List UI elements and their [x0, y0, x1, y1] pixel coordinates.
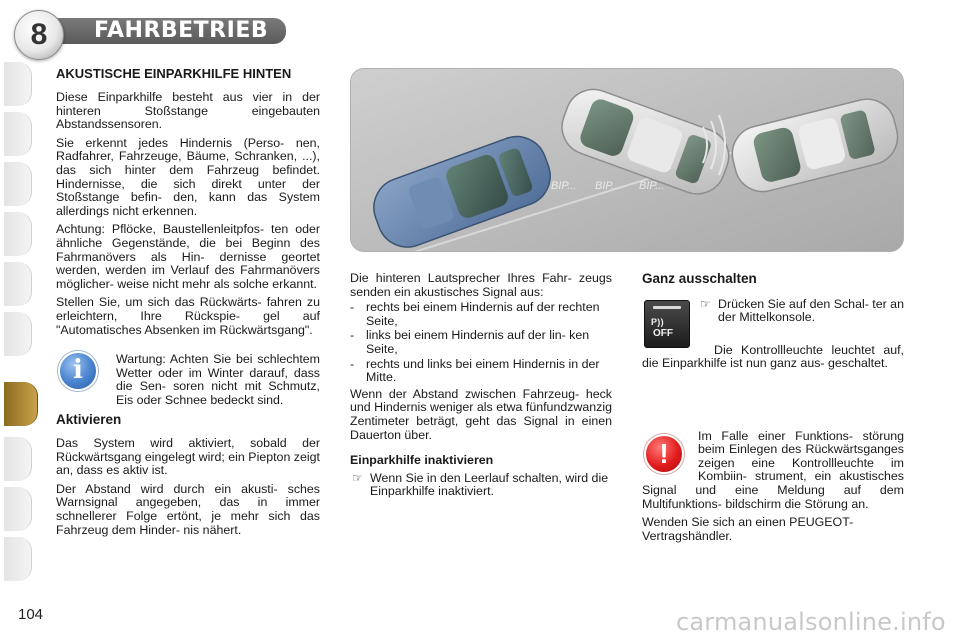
left-column [56, 67, 320, 542]
list-item-text: links bei einem Hindernis auf der lin- ken Seite, [366, 328, 590, 356]
parking-sensor-switch-icon [644, 300, 690, 348]
indicator-text: Die Kontrollleuchte leuchtet auf, die Einparkhilfe ist nun ganz aus- geschaltet. [642, 342, 904, 371]
warning-icon: ! [644, 434, 684, 474]
right-column [642, 272, 904, 548]
chapter-tab-2[interactable] [4, 112, 32, 156]
malfunction-note [642, 430, 904, 512]
speaker-intro: Die hinteren Lautsprecher Ihres Fahr- zeugs senden ein akustisches Signal aus: [350, 271, 612, 299]
parking-scene [351, 69, 904, 252]
chapter-number-badge: 8 [14, 10, 64, 60]
chapter-tab-3[interactable] [4, 162, 32, 206]
dash-bullet: - [350, 328, 355, 343]
chapter-tab-9[interactable] [4, 437, 32, 481]
paragraph: Das System wird aktiviert, sobald der Rückwärtsgang eingelegt wird; ein Piepton zeigt an, dass es aktiv ist. [56, 436, 320, 478]
switch-instruction [642, 296, 904, 376]
page-title: FAHRBETRIEB [94, 18, 269, 43]
chapter-tab-6[interactable] [4, 312, 32, 356]
section-heading: AKUSTISCHE EINPARKHILFE HINTEN [56, 66, 292, 81]
chapter-tab-4[interactable] [4, 212, 32, 256]
malfunction-text: Im Falle einer Funktions- störung beim Einlegen des Rückwärtsganges zeigen eine Kontrollleuchte im Kombiin- strument, ein akustisches Signal und eine Meldung auf dem Multifunktions- bildschirm die Störung an. [642, 428, 904, 511]
beep-label: BIP... [551, 180, 577, 192]
dash-bullet: - [350, 300, 355, 315]
list-item-text: rechts und links bei einem Hindernis in der Mitte. [366, 356, 600, 385]
info-icon: i [58, 351, 98, 391]
switch-off-heading: Ganz ausschalten [642, 271, 757, 286]
paragraph: Der Abstand wird durch ein akusti- sches Warnsignal angegeben, das in immer schnellerer Folge ertönt, je mehr sich das Fahrzeug dem Hinder- nis nähert. [56, 481, 320, 537]
chapter-tab-11[interactable] [4, 537, 32, 581]
deactivate-text: Wenn Sie in den Leerlauf schalten, wird die Einparkhilfe inaktiviert. [370, 470, 609, 499]
watermark: carmanualsonline.info [676, 608, 946, 636]
chapter-tab-10[interactable] [4, 487, 32, 531]
maintenance-note [56, 343, 320, 407]
switch-press-instruction [698, 298, 904, 325]
chapter-tab-5[interactable] [4, 262, 32, 306]
beep-label: BIP... [595, 180, 621, 192]
switch-indicator-bar [653, 306, 681, 309]
maintenance-text: Wartung: Achten Sie bei schlechtem Wetter oder im Winter darauf, dass die Sen- soren nicht mit Schmutz, Eis oder Schnee bedeckt sind. [116, 352, 320, 407]
paragraph: Achtung: Pflöcke, Baustellenleitpfos- ten oder ähnliche Gegenstände, die bei Beginn des Fahrmanövers als Hin- dernisse geortet werden, werden im Verlauf des Fahrmanövers möglicher- weise nicht mehr als solche erkannt. [56, 222, 320, 291]
list-item-text: rechts bei einem Hindernis auf der rechten Seite, [366, 300, 600, 328]
activate-heading: Aktivieren [56, 412, 122, 428]
paragraph: Sie erkennt jedes Hindernis (Perso- nen, Radfahrer, Fahrzeuge, Bäume, Schranken, ...), das sich hinter dem Fahrzeug befindet. Hindernisse, die sich direkt unter der Stoßstange befin- den, kann das System allerdings nicht erkennen. [56, 135, 320, 218]
switch-label-pw: P)) [651, 316, 664, 327]
distance-text: Wenn der Abstand zwischen Fahrzeug- heck und Hindernis weniger als etwa fünfundzwanzig Zentimeter beträgt, geht das Signal in einen Dauerton über. [350, 386, 612, 442]
list-item [350, 358, 612, 385]
page-number: 104 [18, 606, 44, 623]
beep-label: BIP... [639, 180, 665, 192]
chapter-tab-1[interactable] [4, 62, 32, 106]
switch-label-off: OFF [653, 327, 673, 339]
list-item [350, 329, 612, 356]
deactivate-heading: Einparkhilfe inaktivieren [350, 453, 494, 468]
pointing-hand-icon: ☞ [352, 470, 363, 485]
list-item [350, 301, 612, 328]
dealer-text: Wenden Sie sich an einen PEUGEOT- Vertragshändler. [642, 515, 854, 543]
switch-press-text: Drücken Sie auf den Schal- ter an der Mittelkonsole. [718, 296, 904, 325]
paragraph: Stellen Sie, um sich das Rückwärts- fahren zu erleichtern, Ihre Rückspie- gel auf "Automatisches Absenken im Rückwärtsgang". [56, 295, 320, 337]
middle-column [350, 272, 612, 499]
dash-bullet: - [350, 356, 355, 371]
paragraph: Diese Einparkhilfe besteht aus vier in der hinteren Stoßstange eingebauten Abstandssensoren. [56, 90, 320, 132]
deactivate-instruction [350, 472, 612, 499]
parking-illustration [350, 68, 904, 252]
pointing-hand-icon: ☞ [700, 296, 711, 311]
chapter-tab-8-active[interactable] [4, 382, 38, 426]
